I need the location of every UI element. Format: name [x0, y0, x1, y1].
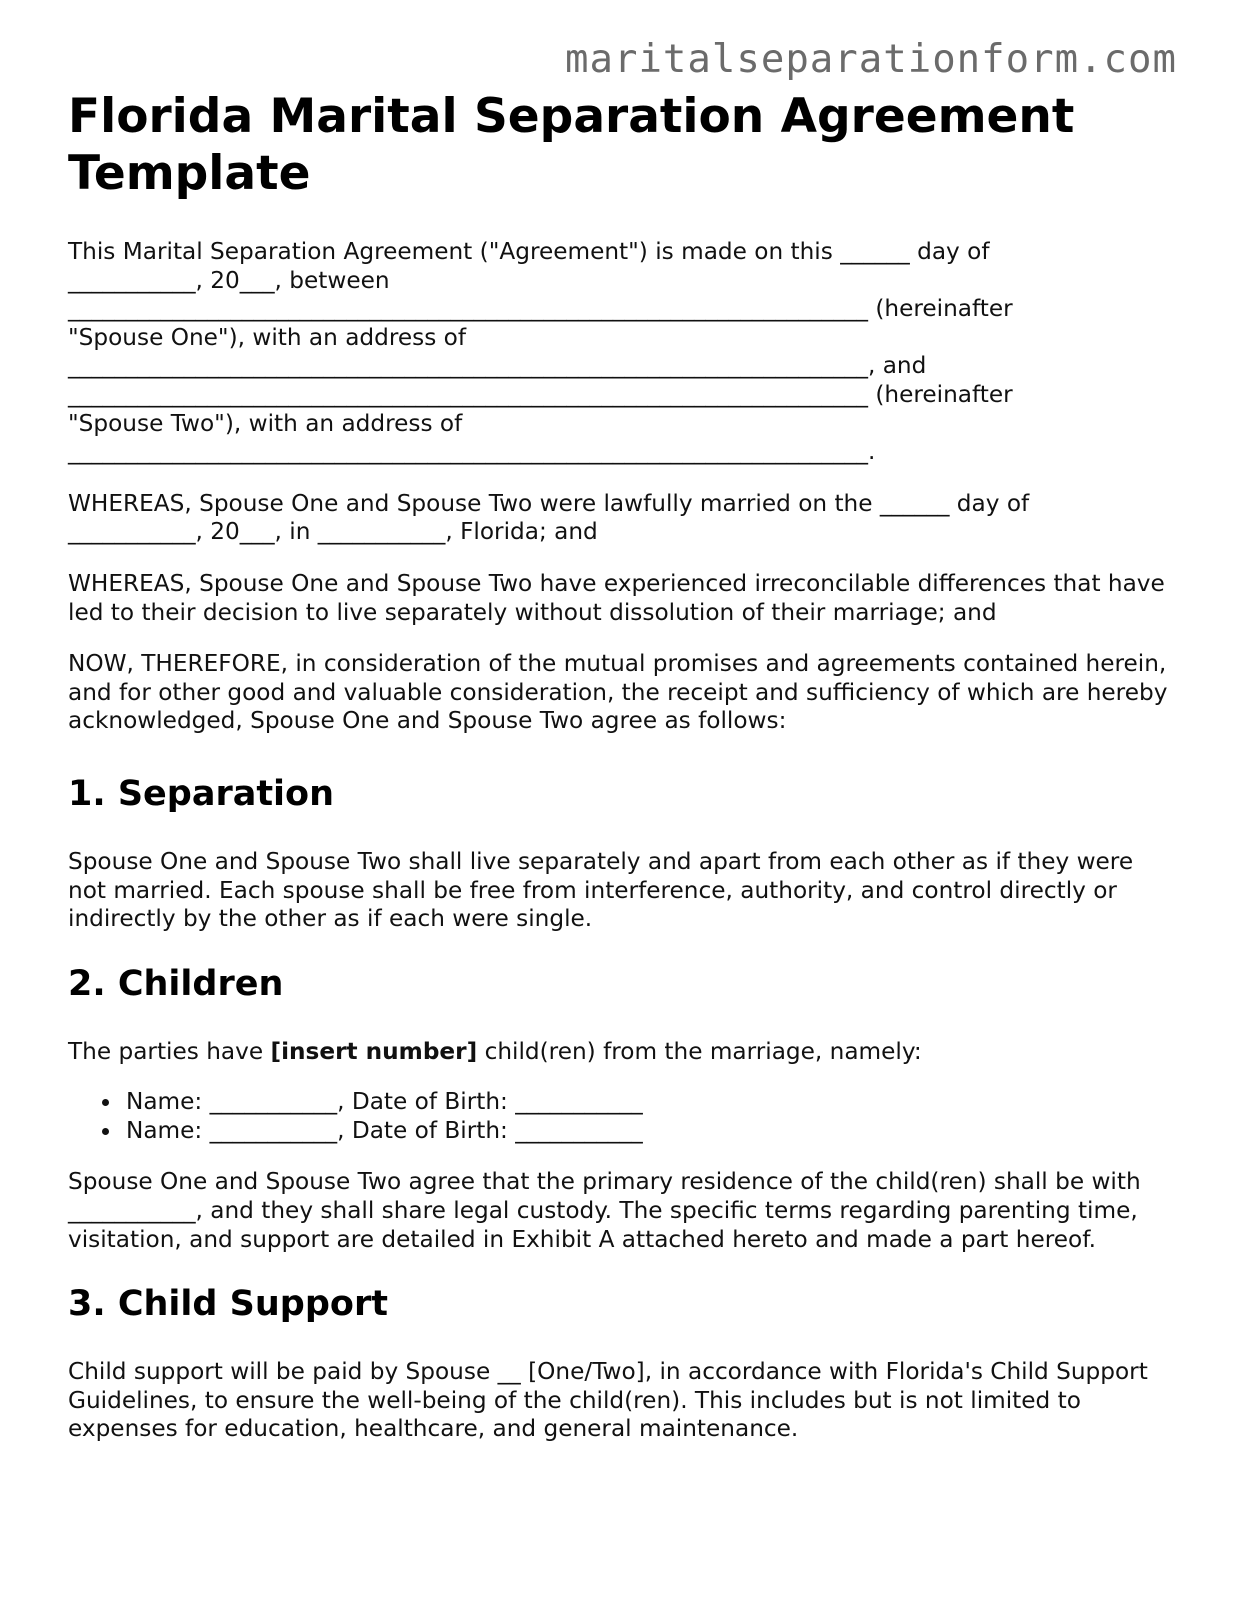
- section-heading-children: 2. Children: [68, 963, 284, 1004]
- children-prefix: The parties have: [68, 1037, 271, 1065]
- document-body: [68, 88, 1178, 1444]
- intro-line: _____________________________________________________________________ (hereinafter: [68, 380, 1013, 408]
- section-heading-child-support: 3. Child Support: [68, 1284, 388, 1325]
- intro-line: _____________________________________________________________________ (hereinafter: [68, 295, 1013, 323]
- document-title: Florida Marital Separation Agreement Template: [68, 89, 1075, 201]
- section-heading-separation: 1. Separation: [68, 773, 335, 814]
- intro-line: _____________________________________________________________________.: [68, 438, 876, 466]
- intro-line: "Spouse Two"), with an address of: [68, 409, 463, 437]
- whereas-married-paragraph: [68, 490, 1178, 547]
- children-count-paragraph: [68, 1038, 1178, 1067]
- list-item: Name: ___________, Date of Birth: ___________: [126, 1117, 1178, 1146]
- now-therefore-paragraph: NOW, THEREFORE, in consideration of the mutual promises and agreements contained herein, and for other good and valuable consideration, the receipt and sufficiency of which are hereby acknowledged, Spouse One and Spouse Two agree as follows:: [68, 650, 1168, 735]
- children-list: [68, 1088, 1178, 1145]
- intro-line: "Spouse One"), with an address of: [68, 323, 467, 351]
- whereas-differences-paragraph: WHEREAS, Spouse One and Spouse Two have experienced irreconcilable differences that have led to their decision to live separately without dissolution of their marriage; and: [68, 569, 1165, 626]
- intro-line: This Marital Separation Agreement ("Agreement") is made on this ______ day of: [68, 238, 990, 265]
- insert-number-placeholder: [insert number]: [270, 1037, 478, 1065]
- whereas-line: ___________, 20___, in ___________, Florida; and: [68, 518, 598, 546]
- intro-line: _____________________________________________________________________, and: [68, 352, 927, 380]
- children-suffix: child(ren) from the marriage, namely:: [477, 1037, 922, 1065]
- custody-paragraph: Spouse One and Spouse Two agree that the primary residence of the child(ren) shall be with ___________, and they shall share legal custody. The specific terms regarding parenting time, visitation, and support are detailed in Exhibit A attached hereto and made a part hereof.: [68, 1168, 1141, 1253]
- whereas-line: WHEREAS, Spouse One and Spouse Two were lawfully married on the ______ day of: [68, 489, 1030, 517]
- child-support-paragraph: Child support will be paid by Spouse __ [One/Two], in accordance with Florida's Child Support Guidelines, to ensure the well-being of the child(ren). This includes but is not limited to expenses for education, healthcare, and general maintenance.: [68, 1358, 1148, 1443]
- intro-paragraph: [68, 238, 1178, 467]
- site-watermark: maritalseparationform.com: [565, 37, 1177, 82]
- intro-line: ___________, 20___, between: [68, 266, 390, 294]
- list-item: Name: ___________, Date of Birth: ___________: [126, 1088, 1178, 1117]
- separation-paragraph: Spouse One and Spouse Two shall live separately and apart from each other as if they were not married. Each spouse shall be free from interference, authority, and control directly or indirectly by the other as if each were single.: [68, 847, 1134, 933]
